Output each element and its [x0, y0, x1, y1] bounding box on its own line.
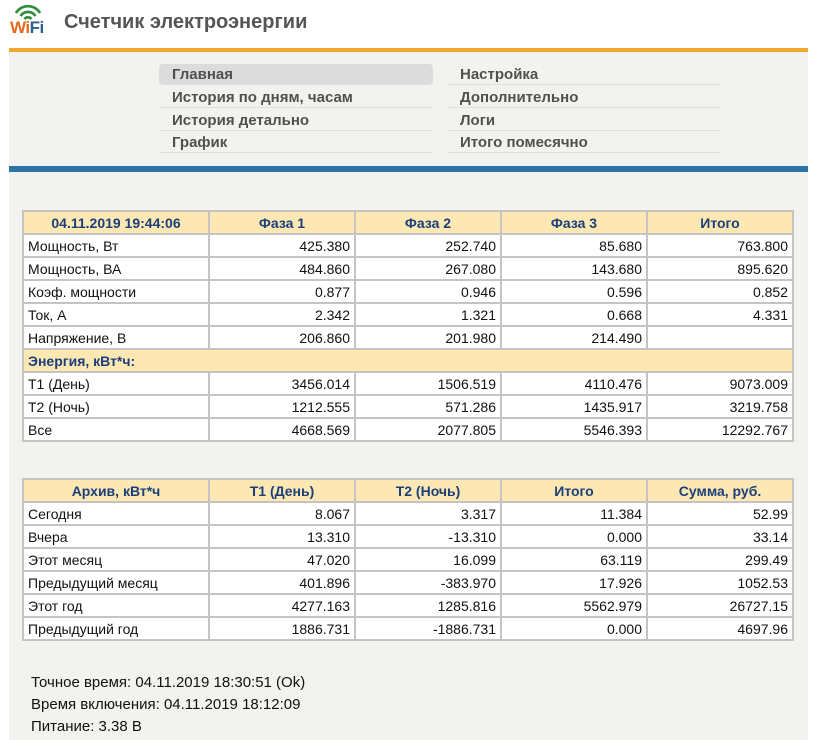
- status-supply-voltage: Питание: 3.38 В: [31, 718, 142, 735]
- table-header-row: [23, 479, 793, 502]
- header-phase-2: Фаза 2: [355, 211, 501, 234]
- cell-value: 0.596: [501, 280, 647, 303]
- header-phase-1: Фаза 1: [209, 211, 355, 234]
- cell-value: 4.331: [647, 303, 793, 326]
- cell-value: 0.000: [501, 525, 647, 548]
- table-row: [23, 571, 793, 594]
- cell-value: 143.680: [501, 257, 647, 280]
- current-readings-table: [22, 210, 794, 442]
- row-label: Вчера: [23, 525, 209, 548]
- cell-value: 2.342: [209, 303, 355, 326]
- cell-value: 1.321: [355, 303, 501, 326]
- header-total: Итого: [501, 479, 647, 502]
- table-row: [23, 395, 793, 418]
- table-row: [23, 303, 793, 326]
- cell-value: 1506.519: [355, 372, 501, 395]
- cell-value: 763.800: [647, 234, 793, 257]
- header-t2-night: Т2 (Ночь): [355, 479, 501, 502]
- row-label: Мощность, Вт: [23, 234, 209, 257]
- cell-value: 0.000: [501, 617, 647, 640]
- cell-value: 2077.805: [355, 418, 501, 441]
- header-total: Итого: [647, 211, 793, 234]
- cell-value: 571.286: [355, 395, 501, 418]
- cell-value: 5562.979: [501, 594, 647, 617]
- table-row: [23, 418, 793, 441]
- menu-item-monthly-totals[interactable]: Итого помесячно: [447, 132, 721, 153]
- row-label: Этот год: [23, 594, 209, 617]
- menu-item-history-days-hours[interactable]: История по дням, часам: [159, 87, 433, 108]
- header-archive: Архив, кВт*ч: [23, 479, 209, 502]
- header-phase-3: Фаза 3: [501, 211, 647, 234]
- cell-value: 11.384: [501, 502, 647, 525]
- cell-value: 13.310: [209, 525, 355, 548]
- status-power-on-time: Время включения: 04.11.2019 18:12:09: [31, 696, 301, 713]
- cell-value: -13.310: [355, 525, 501, 548]
- menu-item-settings[interactable]: Настройка: [447, 64, 721, 85]
- energy-section-row: [23, 349, 793, 372]
- cell-value: 895.620: [647, 257, 793, 280]
- page-title: Счетчик электроэнергии: [64, 11, 308, 33]
- cell-value: 3.317: [355, 502, 501, 525]
- header-datetime: 04.11.2019 19:44:06: [23, 211, 209, 234]
- main-menu: [9, 48, 808, 170]
- cell-value: 206.860: [209, 326, 355, 349]
- table-row: [23, 257, 793, 280]
- archive-table: [22, 478, 794, 641]
- menu-item-history-detailed[interactable]: История детально: [159, 110, 433, 131]
- table-row: [23, 548, 793, 571]
- energy-section-label: Энергия, кВт*ч:: [23, 349, 793, 372]
- cell-value: 9073.009: [647, 372, 793, 395]
- table-row: [23, 372, 793, 395]
- cell-value: 26727.15: [647, 594, 793, 617]
- row-label: Предыдущий месяц: [23, 571, 209, 594]
- app-header: [0, 0, 815, 48]
- cell-value: 12292.767: [647, 418, 793, 441]
- cell-value: 214.490: [501, 326, 647, 349]
- table-row: [23, 525, 793, 548]
- logo-text-fi: Fi: [29, 18, 44, 37]
- cell-value: 5546.393: [501, 418, 647, 441]
- status-exact-time: Точное время: 04.11.2019 18:30:51 (Ok): [31, 674, 306, 691]
- header-t1-day: Т1 (День): [209, 479, 355, 502]
- cell-value: 17.926: [501, 571, 647, 594]
- cell-value: 4110.476: [501, 372, 647, 395]
- cell-value: 484.860: [209, 257, 355, 280]
- logo-text-wi: Wi: [10, 18, 30, 37]
- cell-value: 4668.569: [209, 418, 355, 441]
- header-sum-rub: Сумма, руб.: [647, 479, 793, 502]
- cell-value: 8.067: [209, 502, 355, 525]
- cell-value: 4697.96: [647, 617, 793, 640]
- main-content: [9, 166, 808, 740]
- cell-value: 267.080: [355, 257, 501, 280]
- cell-value: 1285.816: [355, 594, 501, 617]
- cell-value: 47.020: [209, 548, 355, 571]
- cell-value: 16.099: [355, 548, 501, 571]
- cell-value: 1886.731: [209, 617, 355, 640]
- table-header-row: [23, 211, 793, 234]
- cell-value: 425.380: [209, 234, 355, 257]
- cell-value: 1212.555: [209, 395, 355, 418]
- table-row: [23, 234, 793, 257]
- row-label: Все: [23, 418, 209, 441]
- cell-value: 63.119: [501, 548, 647, 571]
- row-label: Мощность, ВА: [23, 257, 209, 280]
- cell-value: -383.970: [355, 571, 501, 594]
- table-row: [23, 594, 793, 617]
- wifi-logo: [8, 4, 50, 40]
- table-row: [23, 617, 793, 640]
- cell-value: 299.49: [647, 548, 793, 571]
- cell-value: 252.740: [355, 234, 501, 257]
- row-label: Сегодня: [23, 502, 209, 525]
- row-label: Напряжение, В: [23, 326, 209, 349]
- cell-value: 1052.53: [647, 571, 793, 594]
- cell-value: [647, 326, 793, 349]
- menu-item-logs[interactable]: Логи: [447, 110, 721, 131]
- row-label: Ток, А: [23, 303, 209, 326]
- cell-value: 52.99: [647, 502, 793, 525]
- cell-value: 0.852: [647, 280, 793, 303]
- menu-item-chart[interactable]: График: [159, 132, 433, 153]
- table-row: [23, 326, 793, 349]
- cell-value: 0.877: [209, 280, 355, 303]
- row-label: Этот месяц: [23, 548, 209, 571]
- cell-value: 85.680: [501, 234, 647, 257]
- row-label: Т2 (Ночь): [23, 395, 209, 418]
- cell-value: 401.896: [209, 571, 355, 594]
- cell-value: 4277.163: [209, 594, 355, 617]
- table-row: [23, 280, 793, 303]
- cell-value: 3456.014: [209, 372, 355, 395]
- cell-value: 3219.758: [647, 395, 793, 418]
- cell-value: 201.980: [355, 326, 501, 349]
- menu-item-main[interactable]: Главная: [159, 64, 433, 85]
- cell-value: 1435.917: [501, 395, 647, 418]
- cell-value: -1886.731: [355, 617, 501, 640]
- cell-value: 33.14: [647, 525, 793, 548]
- menu-item-additional[interactable]: Дополнительно: [447, 87, 721, 108]
- cell-value: 0.946: [355, 280, 501, 303]
- cell-value: 0.668: [501, 303, 647, 326]
- row-label: Предыдущий год: [23, 617, 209, 640]
- row-label: Т1 (День): [23, 372, 209, 395]
- row-label: Коэф. мощности: [23, 280, 209, 303]
- table-row: [23, 502, 793, 525]
